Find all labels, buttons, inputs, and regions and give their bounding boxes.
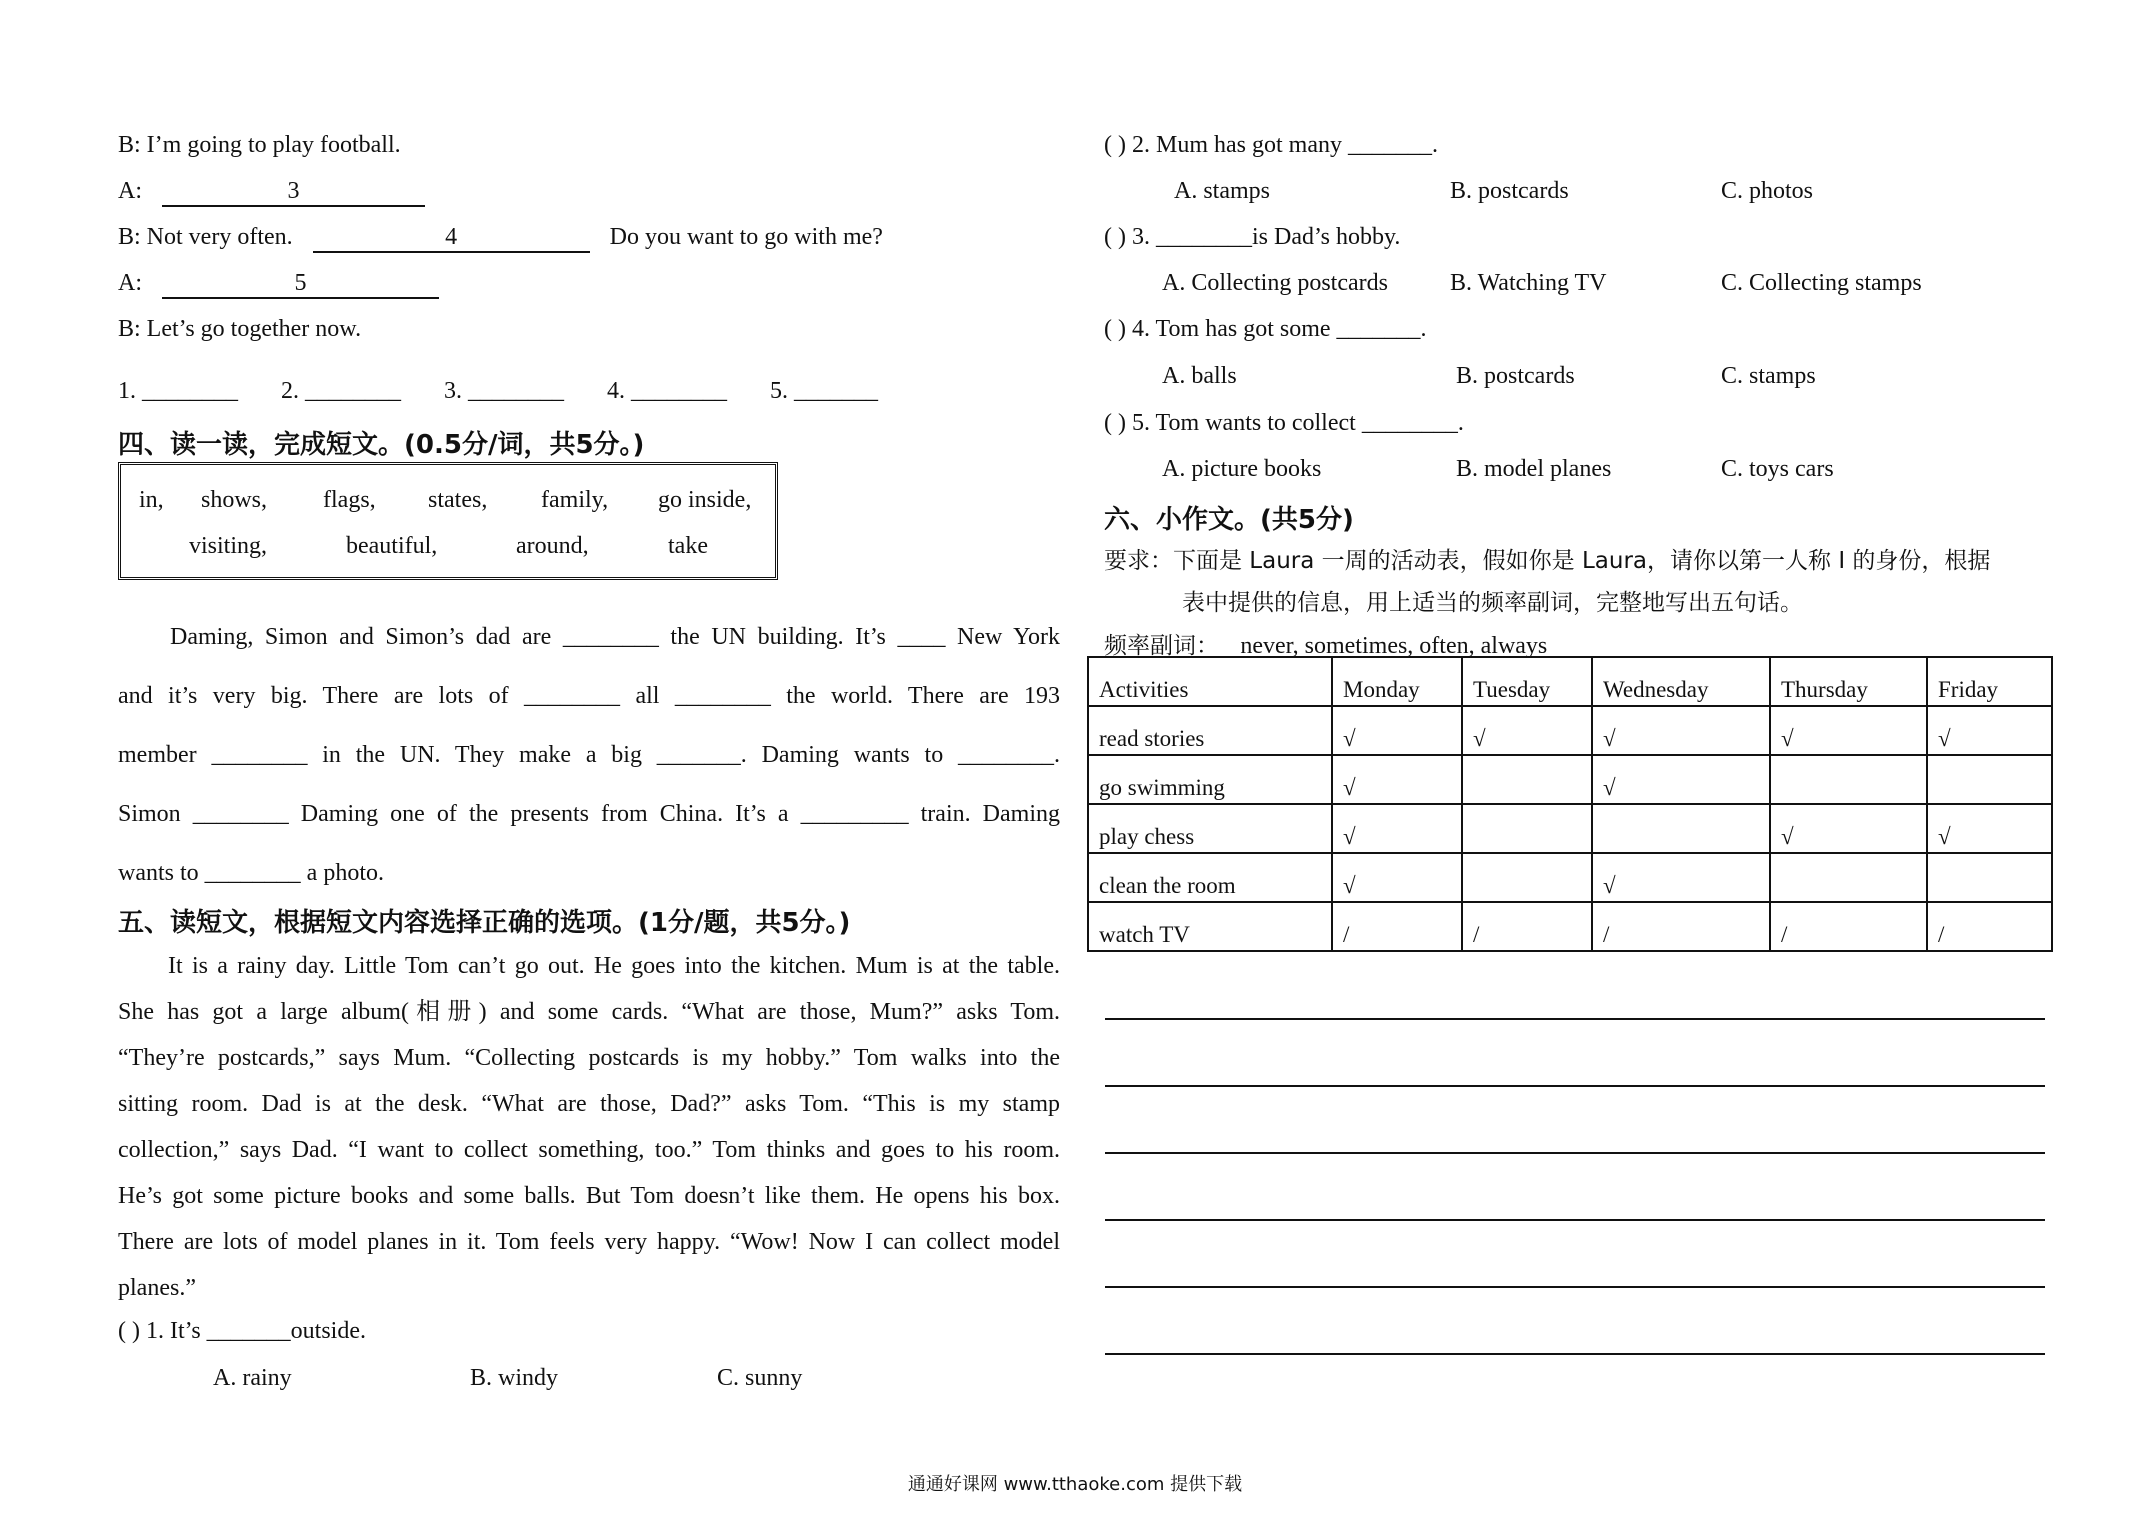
- word-bank-item: take: [668, 533, 708, 559]
- reading-line: sitting room. Dad is at the desk. “What are those, Dad?” asks Tom. “This is my stamp: [118, 1091, 1060, 1117]
- table-cell: [1770, 853, 1927, 902]
- answer-slot[interactable]: 3. ________: [444, 378, 564, 404]
- table-row: [1088, 853, 2052, 902]
- table-row: [1088, 902, 2052, 951]
- reading-line: She has got a large album(相册) and some cards. “What are those, Mum?” asks Tom.: [118, 999, 1060, 1025]
- requirement-line-2: 表中提供的信息，用上适当的频率副词，完整地写出五句话。: [1182, 590, 1803, 616]
- table-cell: √: [1592, 853, 1770, 902]
- dialogue-line-b1: B: I’m going to play football.: [118, 132, 401, 158]
- q4-option-c[interactable]: C. stamps: [1721, 363, 1816, 389]
- table-cell: √: [1770, 706, 1927, 755]
- dialogue-line-a3: [118, 178, 425, 207]
- question-1: ( ) 1. It’s _______outside.: [118, 1318, 366, 1344]
- q2-option-c[interactable]: C. photos: [1721, 178, 1814, 204]
- table-header-cell: Wednesday: [1592, 657, 1770, 706]
- requirement-text: 下面是 Laura 一周的活动表，假如你是 Laura，请你以第一人称 I 的身份，根据: [1173, 548, 1991, 574]
- table-cell: √: [1592, 755, 1770, 804]
- q1-option-c[interactable]: C. sunny: [717, 1365, 803, 1391]
- table-cell: play chess: [1088, 804, 1332, 853]
- writing-line[interactable]: [1105, 1219, 2045, 1221]
- reading-line: He’s got some picture books and some balls. But Tom doesn’t like them. He opens his box.: [118, 1183, 1060, 1209]
- reading-line: “They’re postcards,” says Mum. “Collecting postcards is my hobby.” Tom walks into the: [118, 1045, 1060, 1071]
- writing-line[interactable]: [1105, 1085, 2045, 1087]
- adverbs-label: 频率副词：: [1104, 633, 1219, 659]
- q3-option-a[interactable]: A. Collecting postcards: [1162, 270, 1388, 296]
- passage-line: Simon ________ Daming one of the presents from China. It’s a _________ train. Daming: [118, 801, 1060, 827]
- word-bank-item: visiting,: [189, 533, 268, 559]
- word-bank-item: in,: [139, 487, 164, 513]
- table-cell: watch TV: [1088, 902, 1332, 951]
- writing-line[interactable]: [1105, 1353, 2045, 1355]
- table-cell: [1927, 755, 2052, 804]
- passage-line: and it’s very big. There are lots of ________ all ________ the world. There are 193: [118, 683, 1060, 709]
- passage-line: member ________ in the UN. They make a big _______. Daming wants to ________.: [118, 742, 1060, 768]
- table-cell: /: [1332, 902, 1462, 951]
- table-cell: read stories: [1088, 706, 1332, 755]
- table-header-row: [1088, 657, 2052, 706]
- q4-option-b[interactable]: B. postcards: [1456, 363, 1575, 389]
- table-cell: √: [1462, 706, 1592, 755]
- word-bank-item: around,: [516, 533, 589, 559]
- section-4-heading: 四、读一读，完成短文。(0.5分/词，共5分。): [118, 430, 645, 460]
- cloze-passage: [118, 608, 1060, 903]
- word-bank-box: [118, 462, 778, 580]
- footer-download-note: 通通好课网 www.tthaoke.com 提供下载: [907, 1474, 1243, 1495]
- word-bank-item: shows,: [201, 487, 268, 513]
- table-cell: √: [1332, 755, 1462, 804]
- table-header-cell: Tuesday: [1462, 657, 1592, 706]
- q5-option-c[interactable]: C. toys cars: [1721, 456, 1834, 482]
- table-header-cell: Monday: [1332, 657, 1462, 706]
- table-cell: [1462, 755, 1592, 804]
- dialogue-line-b2: [118, 224, 883, 253]
- reading-line: collection,” says Dad. “I want to collect something, too.” Tom thinks and goes to his room.: [118, 1137, 1060, 1163]
- table-cell: √: [1592, 706, 1770, 755]
- answer-slot[interactable]: 4. ________: [607, 378, 727, 404]
- question-2: ( ) 2. Mum has got many _______.: [1104, 132, 1438, 158]
- writing-line[interactable]: [1105, 1286, 2045, 1288]
- reading-line: There are lots of model planes in it. Tom feels very happy. “Wow! Now I can collect model: [118, 1229, 1060, 1255]
- q2-option-b[interactable]: B. postcards: [1450, 178, 1569, 204]
- reading-line: It is a rainy day. Little Tom can’t go out. He goes into the kitchen. Mum is at the table.: [168, 953, 1060, 979]
- table-cell: /: [1927, 902, 2052, 951]
- writing-line[interactable]: [1105, 1152, 2045, 1154]
- question-3: ( ) 3. ________is Dad’s hobby.: [1104, 224, 1401, 250]
- answer-slot[interactable]: 1. ________: [118, 378, 238, 404]
- speaker-label: A:: [118, 178, 142, 204]
- activity-table: [1087, 656, 2053, 952]
- section-6-heading: 六、小作文。(共5分): [1104, 505, 1354, 535]
- q3-option-b[interactable]: B. Watching TV: [1450, 270, 1607, 296]
- table-cell: /: [1592, 902, 1770, 951]
- table-cell: /: [1770, 902, 1927, 951]
- table-cell: √: [1332, 853, 1462, 902]
- table-cell: [1927, 853, 2052, 902]
- table-cell: √: [1332, 804, 1462, 853]
- q4-option-a[interactable]: A. balls: [1162, 363, 1237, 389]
- table-row: [1088, 706, 2052, 755]
- table-row: [1088, 755, 2052, 804]
- requirement-line-1: [1104, 542, 1990, 575]
- speaker-label: A:: [118, 270, 142, 296]
- table-header-cell: Friday: [1927, 657, 2052, 706]
- table-cell: [1770, 755, 1927, 804]
- word-bank-item: states,: [428, 487, 488, 513]
- answer-blank-4[interactable]: 4: [313, 224, 590, 253]
- question-4: ( ) 4. Tom has got some _______.: [1104, 316, 1427, 342]
- word-bank-item: go inside,: [658, 487, 752, 513]
- table-cell: √: [1332, 706, 1462, 755]
- table-row: [1088, 804, 2052, 853]
- table-cell: clean the room: [1088, 853, 1332, 902]
- table-header-cell: Activities: [1088, 657, 1332, 706]
- section-5-heading: 五、读短文，根据短文内容选择正确的选项。(1分/题，共5分。): [118, 908, 851, 938]
- requirement-label: 要求：: [1104, 548, 1173, 574]
- reading-passage: [118, 943, 1060, 1311]
- answer-slot[interactable]: 5. _______: [770, 378, 878, 404]
- answer-blank-3[interactable]: 3: [162, 178, 425, 207]
- word-bank-item: family,: [541, 487, 609, 513]
- passage-line: wants to ________ a photo.: [118, 860, 384, 886]
- table-header-cell: Thursday: [1770, 657, 1927, 706]
- q1-option-a[interactable]: A. rainy: [213, 1365, 292, 1391]
- q5-option-b[interactable]: B. model planes: [1456, 456, 1612, 482]
- adverbs-list: never, sometimes, often, always: [1240, 633, 1548, 659]
- reading-line: planes.”: [118, 1275, 196, 1301]
- passage-line: Daming, Simon and Simon’s dad are ________ the UN building. It’s ____ New York: [170, 624, 1060, 650]
- q2-option-a[interactable]: A. stamps: [1174, 178, 1270, 204]
- dialogue-text: B: Not very often.: [118, 224, 293, 250]
- answer-slot[interactable]: 2. ________: [281, 378, 401, 404]
- dialogue-line-b3: B: Let’s go together now.: [118, 316, 362, 342]
- table-cell: go swimming: [1088, 755, 1332, 804]
- dialogue-text: Do you want to go with me?: [609, 224, 883, 250]
- answer-row: [118, 378, 900, 405]
- q5-option-a[interactable]: A. picture books: [1162, 456, 1322, 482]
- table-cell: [1462, 853, 1592, 902]
- table-cell: [1592, 804, 1770, 853]
- writing-line[interactable]: [1105, 1018, 2045, 1020]
- word-bank-item: beautiful,: [346, 533, 438, 559]
- dialogue-line-a5: [118, 270, 439, 299]
- table-cell: /: [1462, 902, 1592, 951]
- answer-blank-5[interactable]: 5: [162, 270, 439, 299]
- q3-option-c[interactable]: C. Collecting stamps: [1721, 270, 1922, 296]
- word-bank-item: flags,: [323, 487, 376, 513]
- table-cell: [1462, 804, 1592, 853]
- q1-option-b[interactable]: B. windy: [470, 1365, 559, 1391]
- question-5: ( ) 5. Tom wants to collect ________.: [1104, 410, 1464, 436]
- table-cell: √: [1770, 804, 1927, 853]
- table-cell: √: [1927, 804, 2052, 853]
- table-cell: √: [1927, 706, 2052, 755]
